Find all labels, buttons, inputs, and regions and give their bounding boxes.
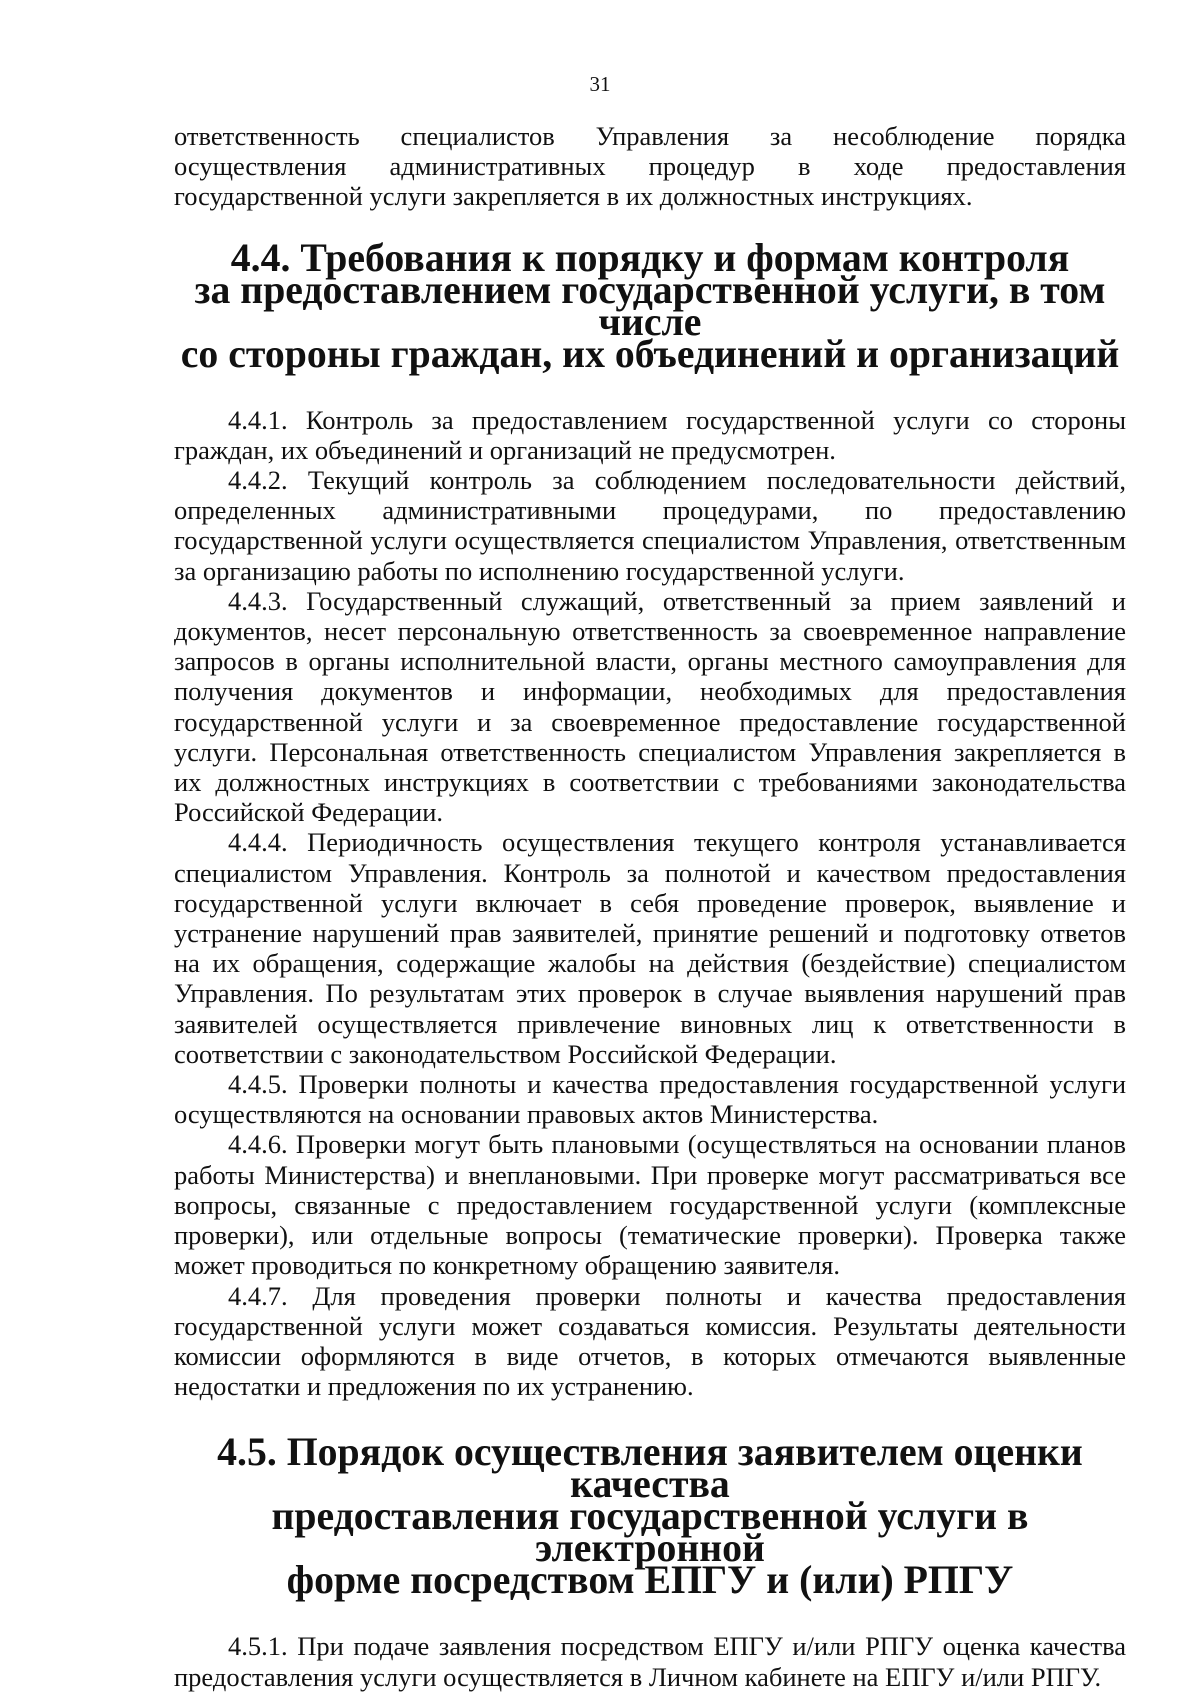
paragraph-4-4-2: 4.4.2. Текущий контроль за соблюдением последовательности действий, определенных административными процедурами, по предоставлению государственной услуги осуществляется специалистом Управления, ответственным за организацию работы по исполнению государственной услуги. (174, 465, 1126, 586)
section-4-4-heading-line: за предоставлением государственной услуги, в том числе (194, 267, 1106, 344)
section-4-5-heading-line: предоставления государственной услуги в электронной (271, 1494, 1029, 1571)
section-4-5-heading-line: форме посредством ЕПГУ и (или) РПГУ (286, 1558, 1014, 1603)
section-4-4-heading (174, 235, 1126, 376)
page-number: 31 (589, 72, 611, 96)
section-4-4-heading-line: 4.4. Требования к порядку и формам контроля (230, 235, 1070, 280)
section-4-5-heading (174, 1430, 1126, 1603)
paragraph-4-4-4: 4.4.4. Периодичность осуществления текущего контроля устанавливается специалистом Управления. Контроль за полнотой и качеством предоставления государственной услуги включает в себя проведение проверок, выявление и устранение нарушений прав заявителей, принятие решений и подготовку ответов на их обращения, содержащие жалобы на действия (бездействие) специалистом Управления. По результатам этих проверок в случае выявления нарушений прав заявителей осуществляется привлечение виновных лиц к ответственности в соответствии с законодательством Российской Федерации. (174, 827, 1126, 1069)
paragraph-4-4-6: 4.4.6. Проверки могут быть плановыми (осуществляться на основании планов работы Министерства) и внеплановыми. При проверке могут рассматриваться все вопросы, связанные с предоставлением государственной услуги (комплексные проверки), или отдельные вопросы (тематические проверки). Проверка также может проводиться по конкретному обращению заявителя. (174, 1129, 1126, 1281)
intro-paragraph: ответственность специалистов Управления за несоблюдение порядка осуществления административных процедур в ходе предоставления государственной услуги закрепляется в их должностных инструкциях. (174, 121, 1126, 212)
section-4-5-heading-line: 4.5. Порядок осуществления заявителем оценки качества (217, 1430, 1083, 1507)
document-body (174, 121, 1126, 1692)
section-4-4-heading-line: со стороны граждан, их объединений и организаций (180, 331, 1120, 376)
paragraph-4-4-5: 4.4.5. Проверки полноты и качества предоставления государственной услуги осуществляются на основании правовых актов Министерства. (174, 1069, 1126, 1130)
paragraph-4-4-7: 4.4.7. Для проведения проверки полноты и качества предоставления государственной услуги может создаваться комиссия. Результаты деятельности комиссии оформляются в виде отчетов, в которых отмечаются выявленные недостатки и предложения по их устранению. (174, 1280, 1126, 1402)
paragraph-4-4-3: 4.4.3. Государственный служащий, ответственный за прием заявлений и документов, несет персональную ответственность за своевременное направление запросов в органы исполнительной власти, органы местного самоуправления для получения документов и информации, необходимых для предоставления государственной услуги и за своевременное предоставление государственной услуги. Персональная ответственность специалистом Управления закрепляется в их должностных инструкциях в соответствии с требованиями законодательства Российской Федерации. (174, 585, 1126, 828)
paragraph-4-5-1: 4.5.1. При подаче заявления посредством ЕПГУ и/или РПГУ оценка качества предоставления услуги осуществляется в Личном кабинете на ЕПГУ и/или РПГУ. (174, 1631, 1126, 1692)
paragraph-4-4-1: 4.4.1. Контроль за предоставлением государственной услуги со стороны граждан, их объединений и организаций не предусмотрен. (174, 404, 1126, 465)
